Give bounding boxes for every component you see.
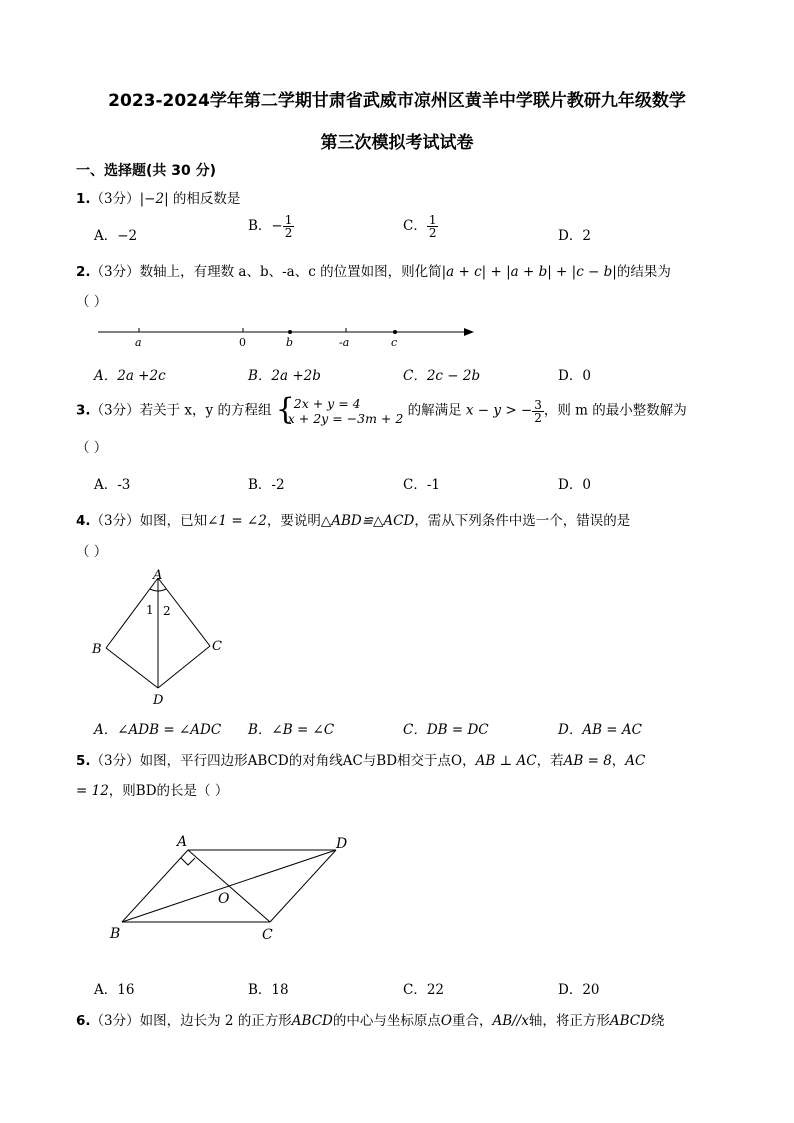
math-expr: = 12 [76,783,109,799]
page-title-line1: 2023-2024学年第二学期甘肃省武威市凉州区黄羊中学联片教研九年级数学 [108,91,686,111]
math-expr: AC [625,753,646,769]
q4-option-c[interactable]: C．DB = DC [403,722,489,738]
question-score: （3分） [90,513,140,529]
vertex-a-label: A [177,834,188,850]
question-text-mid2: 重合， [451,1013,493,1029]
question-text: 数轴上，有理数 a、b、-a、c 的位置如图，则化简 [139,264,442,280]
fraction: $\frac{1}{2}$ [284,213,293,240]
q1-option-c[interactable] [403,214,438,239]
question-5-stem [76,749,645,769]
math-expr: O [440,1013,452,1029]
option-label: C． [403,218,427,234]
question-2-stem [76,260,671,280]
angle-2-label: 2 [163,604,171,618]
segment-bd [106,648,158,688]
right-angle-mark [181,858,195,865]
vertex-d-label: D [153,693,164,708]
question-number: 3. [76,402,91,419]
diagonal-bd [122,850,336,922]
q4-option-d[interactable]: D．AB = AC [558,722,642,738]
kite-figure [88,566,238,710]
q5-option-c[interactable]: C．22 [403,982,445,998]
math-expr: |−2| [139,191,169,207]
question-text-end: ，需从下列条件中选一个，错误的是 [414,513,631,529]
question-4-stem [76,509,630,529]
question-number: 2. [76,264,91,280]
vertex-a-label: A [153,568,163,583]
question-text-end: 的结果为 [616,264,671,280]
number-line-figure [90,322,480,350]
question-3-stem [76,392,687,427]
math-expr: △ABD≌△ACD [320,513,415,529]
inequality: x − y > − [465,402,533,419]
q1-option-a[interactable]: A．−2 [94,228,138,244]
point-c [393,330,397,334]
segment-cd [158,646,210,688]
section-title: 一、选择题(共 30 分) [76,163,217,179]
question-number: 1. [76,191,91,207]
q1-option-d[interactable]: D．2 [558,228,591,244]
question-6-stem [76,1009,664,1029]
q5-option-d[interactable]: D．20 [558,982,600,998]
question-text-mid: 的中心与坐标原点 [332,1013,441,1029]
q4-option-b[interactable]: B．∠B = ∠C [248,722,335,738]
equation-system: { 2x + y = 4 x + 2y = −3m + 2 [275,392,404,427]
question-number: 4. [76,513,91,529]
vertex-c-label: C [262,927,273,943]
fraction: $\frac{1}{2}$ [428,213,437,240]
q4-option-a[interactable]: A．∠ADB = ∠ADC [94,722,222,738]
question-text-end: 绕 [650,1013,665,1029]
question-score: （3分） [90,264,140,280]
angle-1-label: 1 [146,603,154,617]
option-label: B．− [248,218,283,234]
q3-option-d[interactable]: D．0 [558,477,591,493]
q5-option-b[interactable]: B．18 [248,982,289,998]
page-title-line2: 第三次模拟考试试卷 [320,133,474,153]
parallelogram-figure [104,826,364,946]
math-expr: ∠1 = ∠2 [207,513,267,529]
math-expr: AB//x [492,1013,529,1029]
axis-label-zero: 0 [239,336,246,349]
point-b [288,330,292,334]
q1-option-b[interactable] [248,214,294,239]
question-text: 的相反数是 [168,191,241,207]
question-text-mid: ，要说明 [266,513,321,529]
q3-option-b[interactable]: B．-2 [248,477,285,493]
question-text: 如图，已知 [139,513,208,529]
question-text-mid: ，若 [536,753,564,769]
question-text: 如图，平行四边形ABCD的对角线AC与BD相交于点O， [139,753,476,769]
question-number: 6. [76,1013,91,1029]
question-1-stem [76,187,240,207]
question-5-stem-line2 [76,779,228,799]
question-text-mid3: 轴，将正方形 [528,1013,610,1029]
vertex-b-label: B [110,926,121,942]
question-score: （3分） [90,402,140,419]
answer-blank: （ ） [76,544,108,560]
math-expr: ABCD [609,1013,651,1029]
math-expr: ABCD [291,1013,333,1029]
arrow-head [464,328,474,336]
answer-blank: （ ） [76,440,108,456]
axis-label-a: a [135,336,142,349]
vertex-d-label: D [336,836,348,852]
fraction: $\frac{3}{2}$ [534,397,542,425]
math-expr: AB = 8 [563,753,612,769]
question-score: （3分） [90,1013,140,1029]
vertex-b-label: B [92,642,102,657]
axis-label-neg-a: -a [339,336,350,349]
question-text-end: ，则 m 的最小整数解为 [543,402,687,419]
axis-label-b: b [286,336,294,349]
question-text-mid2: ， [611,753,626,769]
q3-option-a[interactable]: A．-3 [94,477,131,493]
q2-option-a[interactable]: A．2a +2c [94,368,166,384]
q2-option-c[interactable]: C．2c − 2b [403,368,481,384]
q2-option-b[interactable]: B．2a +2b [248,368,321,384]
question-number: 5. [76,753,91,769]
point-o-label: O [218,891,230,907]
question-text: 如图，边长为 2 的正方形 [139,1013,292,1029]
answer-blank: （ ） [76,294,108,310]
q2-option-d[interactable]: D．0 [558,368,591,384]
question-text: 若关于 x，y 的方程组 [139,402,272,419]
question-text-mid: 的解满足 [403,402,466,419]
axis-label-c: c [391,336,398,349]
q5-option-a[interactable]: A．16 [94,982,135,998]
question-score: （3分） [90,753,140,769]
vertex-c-label: C [212,639,222,654]
question-score: （3分） [90,191,140,207]
math-expr: |a + c| + |a + b| + |c − b| [441,264,617,280]
q3-option-c[interactable]: C．-1 [403,477,440,493]
question-text: ，则BD的长是（ ） [108,783,229,799]
math-expr: AB ⊥ AC [475,753,537,769]
